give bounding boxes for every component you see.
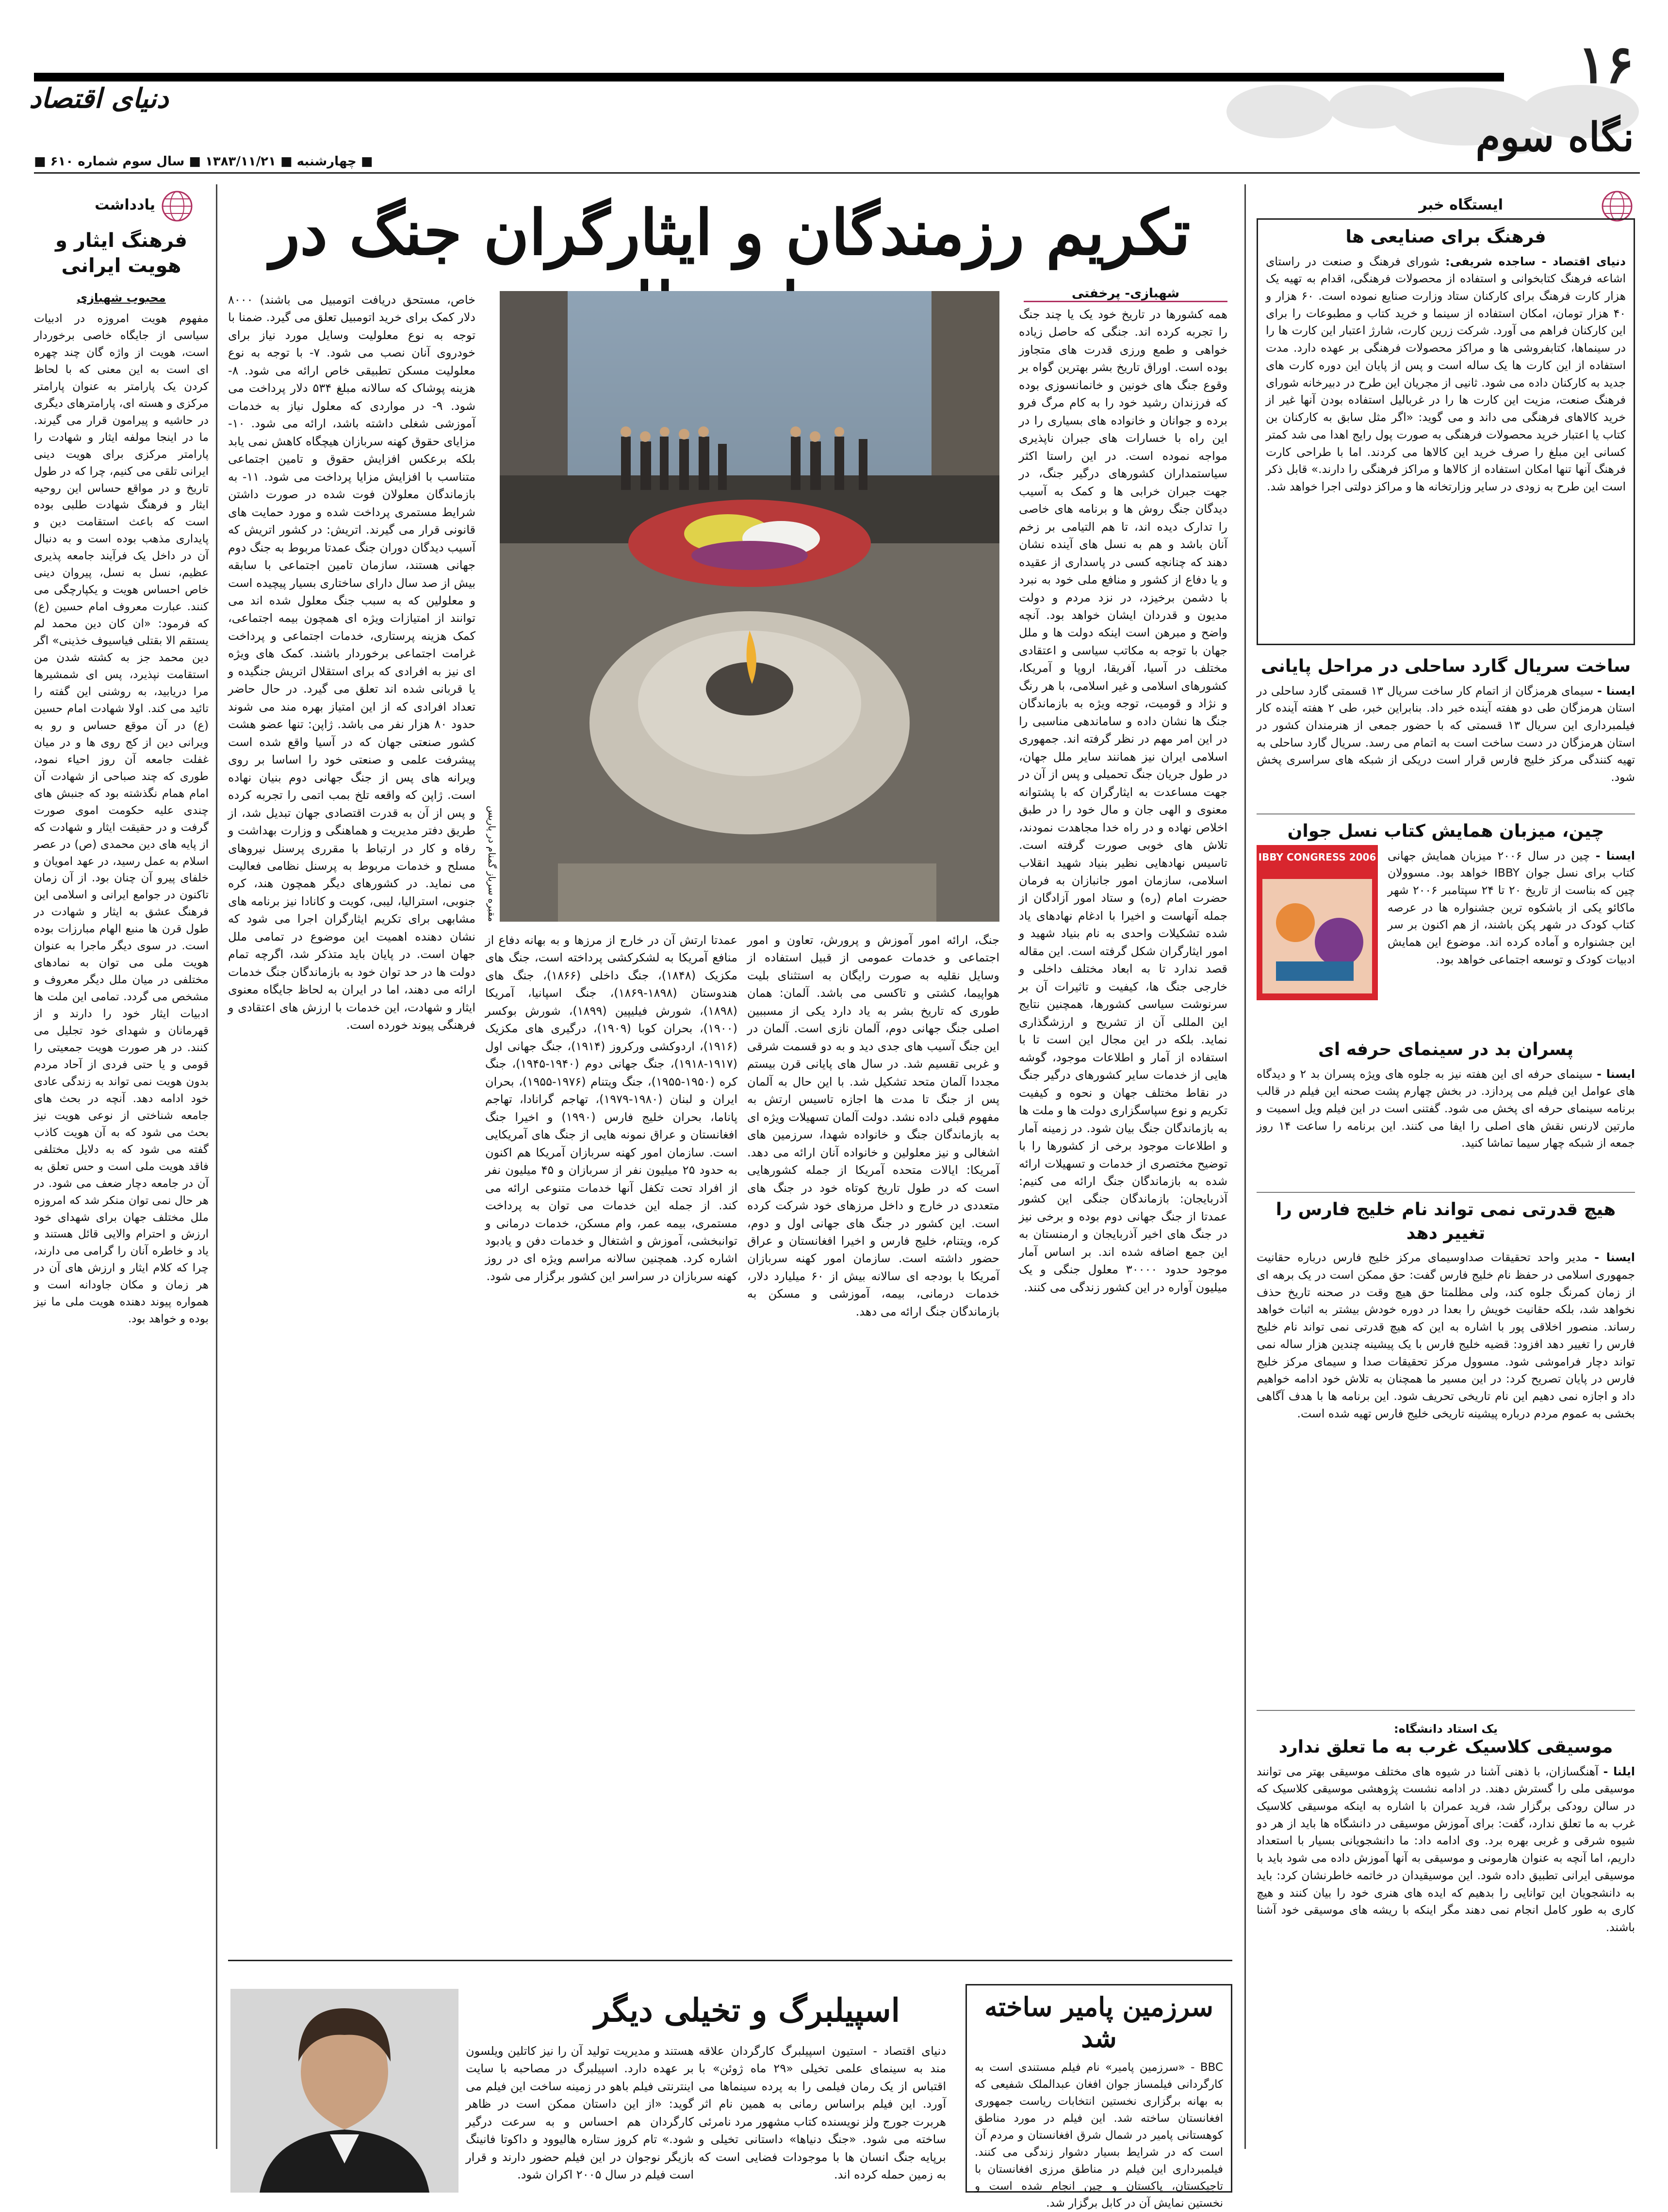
news-lead: ایلنا - <box>1603 1764 1635 1778</box>
spielberg-column-2: هستند و مدیریت تولید آن را نیز کاتلین ویلسون بر عهده دارد. اسپیلبرگ در مصاحبه با سایت اینترنتی فیلم باهو در زمینه ساخت این فیلم می گوید: «از این داستان ممکن است در ظاهر کارگردان هم احساس و به سرعت درگیر شود.» تام کروز ستاره هالیوود و داکوتا فانینگ بازیگر نوجوان در این فیلم حضور دارند و قرار است فیلم در سال ۲۰۰۵ اکران شود. <box>466 2044 694 2182</box>
news-text: شورای فرهنگ و صنعت در راستای اشاعه فرهنگ کتابخوانی و استفاده از محصولات فرهنگی، اقدام به تهیه یک هزار کارت فرهنگ برای کارکنان ستاد وزارت صنایع نموده است. ۶۰ هزار و ۴۰ هزار تومان، امکان استفاده از سینما و خرید کتاب و مطبوعات را برای این کارکنان فراهم می آورد. شرکت زرین کارت، شارژ اعتبار این کارت ها را در سینماها، کتابفروشی ها و مراکز محصولات فرهنگی بر عهده دارد. مدت استفاده از این کارت ها یک ساله است و پس از پایان این دوره کارت های جدید به کارکنان داده می شود. ثانیی از مجریان این طرح در دبیرخانه شورای فرهنگ صنعت، مزیت این کارت ها را در غربالیل استفاده بودن آنها غیر از خرید کالاهای فرهنگی می داند و می گوید: «اگر مثل سابق به کارکنان بن کتاب یا اعتبار خرید محصولات فرهنگی به صورت پول رایج اهدا می شد کمتر کسانی این مبلغ را صرف خرید این کالاها می کردند. اما با طراحی کارت فرهنگ آنها تنها امکان استفاده از کالاها و مراکز فرهنگی را دارند.» قابل ذکر است این طرح به زودی در سایر وزارتخانه ها و مراکز دولتی اجرا خواهد شد. <box>1266 254 1626 493</box>
news-text: آهنگسازان، با ذهنی آشنا در شیوه های مختلف موسیقی بهتر می توانند موسیقی ملی را گسترش دهند. در ادامه نشست پژوهشی موسیقی کلاسیک که در سالن رودکی برگزار شد، فرید عمران با اشاره به اینکه موسیقی کلاسیک غرب به ما تعلق ندارد، گفت: برای آموزش موسیقی در دانشگاه ها باید از هر دو شیوه شرقی و غربی بهره برد. وی ادامه داد: ما دانشجویانی بسیار با استعداد داریم، اما آنچه به عنوان هارمونی و موسیقی به آنها آموزش داده می شود باید با موسیقی ایرانی تطبیق داده شود. این موسیقیدان در خاتمه خاطرنشان کرد: باید به دانشجویان این توانایی را بدهیم که ایده های هنری خود را بیان کنند و هیچ کاری به طور کامل انجام نمی دهند مگر اینکه با ریشه های موسیقی خود آشنا باشند. <box>1257 1764 1635 1935</box>
palmyra-body: BBC - «سرزمین پامیر» نام فیلم مستندی است به کارگردانی فیلمساز جوان افغان عبدالملک شفیعی که به بهانه برگزاری نخستین انتخابات ریاست جمهوری افغانستان ساخته شد. این فیلم در مورد مناطق کوهستانی پامیر در شمال شرق افغانستان و مردم آن است که در شرایط بسیار دشوار زندگی می کنند. فیلمبرداری این فیلم در مناطق مرزی افغانستان با تاجیکستان، پاکستان و چین انجام شده است و نخستین نمایش آن در کابل برگزار شد. <box>975 2061 1223 2210</box>
news-text: سینمای حرفه ای این هفته نیز به جلوه های ویژه پسران بد ۲ و دیدگاه های عوامل این فیلم می پردازد. در بخش چهارم پشت صحنه این فیلم در قالب برنامه سینمای حرفه ای پخش می شود. گفتنی است در این فیلم ویل اسمیت و مارتین لارنس نقش های اصلی را ایفا می کنند. این برنامه را ساعت ۱۴ روز جمعه از شبکه چهار سیما تماشا کنید. <box>1257 1067 1635 1150</box>
news-title: فرهنگ برای صنایعی ها <box>1345 227 1546 247</box>
ibby-congress-poster <box>1257 845 1378 1000</box>
news-lead: دنیای اقتصاد - ساجده شریفی: <box>1445 254 1626 268</box>
tomb-of-unknown-soldier-photo <box>500 291 999 922</box>
article-column-1: همه کشورها در تاریخ خود یک یا چند جنگ را تجربه کرده اند. جنگی که حاصل زیاده خواهی و طمع ورزی قدرت های متجاوز بوده است. اوراق تاریخ بشر بهترین گواه بر وقوع جنگ های خونین و خانمانسوزی بوده که فرزندان رشید خود را به کام مرگ فرو برده و جوانان و خانواده های بسیاری را در این راه با خسارات های جبران ناپذیری مواجه نموده است. در این راستا اکثر سیاستمداران کشورهای درگیر جنگ، در جهت جبران خرابی ها و کمک به آسیب دیدگان جنگ روش ها و برنامه های خاصی را تدارک دیده اند، تا هم التیامی بر زخم آنان باشد و هم به نسل های آینده نشان دهند که چنانچه کسی در پاسداری از عقیده و یا دفاع از کشور و منافع ملی خود به نبرد با دشمن برخیزد، در نزد مردم و دولت مدیون و قدردان ایشان خواهد بود. آنچه واضح و مبرهن است اینکه دولت ها و ملل جهان با توجه به مکاتب سیاسی و اعتقادی مختلف در آسیا، آفریقا، اروپا و آمریکا، کشورهای اسلامی و غیر اسلامی، با هر رنگ و نژاد و قومیت، توجه ویژه به بازماندگان جنگ ها نشان داده و ساماندهی مناسبی را در این امر مهم در نظر گرفته اند. جمهوری اسلامی ایران نیز همانند سایر ملل جهان، در طول جریان جنگ تحمیلی و پس از آن در جهت مساعدت به ایثارگران که با پشتوانه معنوی و الهی جان و مال خود را در طبق اخلاص نهاده و در راه خدا مجاهدت نمودند، تلاش های خوبی صورت گرفته است. تاسیس نهادهایی نظیر بنیاد شهید انقلاب اسلامی، سازمان امور جانبازان به فرمان حضرت امام (ره) و ستاد امور آزادگان از جمله آنهاست و اخیرا با ادغام نهادهای یاد شده تشکیلات واحدی به نام بنیاد شهید و امور ایثارگران شکل گرفته است. این مقاله قصد ندارد تا به ابعاد مختلف داخلی و خارجی جنگ ها، کیفیت و تاثیرات آن بر سرنوشت سیاسی کشورها، همچنین نتایج این المللی آن از تشریح و ارزشگذاری نماید. بلکه در این مجال این است تا با استفاده از آمار و اطلاعات موجود، گوشه هایی از خدمات سایر کشورهای درگیر جنگ در نقاط مختلف جهان و نحوه و کیفیت تکریم و نوع سپاسگزاری دولت ها و ملت ها به بازماندگان جنگ بیان شود. در زمینه آمار و اطلاعات موجود برخی از کشورها را با توضیح مختصری از خدمات و تسهیلات ارائه شده به بازماندگان جنگ ارائه می کنیم: آذربایجان: بازماندگان جنگی این کشور عمدتا از جنگ جهانی دوم بوده و برخی نیز در جنگ های اخیر آذربایجان و ارمنستان به این جمع اضافه شده اند. بر اساس آمار موجود حدود ۳۰۰۰۰ معلول جنگی و یک میلیون آواره در این کشور زندگی می کنند. <box>1019 308 1227 1294</box>
news-title: ساخت سریال گارد ساحلی در مراحل پایانی <box>1260 656 1631 676</box>
note-title: فرهنگ ایثار و هویت ایرانی <box>55 229 187 277</box>
news-item <box>1257 218 1635 645</box>
column-header-news: ایستگاه خبر <box>1419 196 1503 213</box>
page-number: ۱۶ <box>1577 34 1634 95</box>
column-divider <box>216 184 217 2149</box>
news-separator <box>1257 813 1635 814</box>
news-lead: ایسنا - <box>1597 683 1635 698</box>
spielberg-title: اسپیلبرگ و تخیلی دیگر <box>594 1991 900 2029</box>
news-title: چین، میزبان همایش کتاب نسل جوان <box>1287 821 1604 841</box>
news-item <box>1257 1198 1635 1717</box>
actor-portrait-photo <box>230 1989 458 2193</box>
news-lead: ایسنا - <box>1594 1251 1635 1265</box>
top-rule <box>34 172 1640 174</box>
note-author: محبوب شهبازی <box>77 291 166 305</box>
photo-caption: مقبره سرباز گمنام در پاریس <box>486 805 498 922</box>
news-body <box>1257 683 1635 809</box>
news-body <box>1266 253 1626 641</box>
news-item <box>1257 1722 1635 2188</box>
main-headline: تکریم رزمندگان و ایثارگران جنگ در <box>270 196 1191 269</box>
news-item <box>1257 1038 1635 1193</box>
news-body <box>1257 1249 1635 1705</box>
news-lead: ایسنا - <box>1597 1067 1635 1081</box>
bottom-rule <box>228 1960 1232 1961</box>
news-lead: ایسنا - <box>1595 848 1635 862</box>
header-bar <box>34 73 1504 81</box>
palmyra-box <box>965 1984 1232 2210</box>
issue-line: ■ چهارشنبه ■ ۱۳۸۳/۱۱/۲۱ ■ سال سوم شماره ۶۱۰ ■ <box>34 154 373 169</box>
news-body <box>1257 1763 1635 2180</box>
news-text: مدیر واحد تحقیقات صداوسیمای مرکز خلیج فارس درباره حقانیت جمهوری اسلامی در حفظ نام خلیج فارس گفت: حق ممکن است در یک برهه ای از زمان کمرنگ جلوه کند، ولی مظلمتا حق هیچ وقت در صحنه تاریخ حذف نخواهد شد، بلکه حقانیت خویش را بعدا در دوره خودش بیشتر به اثبات خواهد رساند. منصور اخلاقی پور با اشاره به این که هیچ قدرتی نمی تواند نام خلیج فارس را تغییر دهد افزود: قضیه خلیج فارس با یک پیشینه چندین هزار ساله نمی تواند دچار فراموشی شود. مسوول مرکز تحقیقات صدا و سیمای مرکز خلیج فارس در پایان تصریح کرد: در این مسیر ما همچنان به تلاش خود ادامه خواهیم داد و اجازه نمی دهیم این نام تاریخی تحریف شود. این برنامه ها با هدف آگاهی بخشی به عموم مردم درباره پیشینه تاریخی خلیج فارس تهیه شده است. <box>1257 1251 1635 1420</box>
news-text: سیمای هرمزگان از اتمام کار ساخت سریال ۱۳ قسمتی گارد ساحلی در استان هرمزگان طی دو هفته آینده خبر داد. بنابراین خبر، طی ۲ هفته آینده کار فیلمبرداری این سریال ۱۳ قسمتی که با حضور جمعی از هنرمندان کشور در استان هرمزگان در دست ساخت است به اتمام می رسد. سریال گارد ساحلی به تهیه کنندگی مرکز خلیج فارس قرار است دریکی از شبکه های سراسری پخش شود. <box>1257 683 1635 784</box>
section-title: نگاه سوم <box>1475 114 1634 161</box>
news-item <box>1257 655 1635 815</box>
news-body <box>1257 1066 1635 1187</box>
article-column-4: خاص، مستحق دریافت اتومبیل می باشند) ۸۰۰۰ دلار کمک برای خرید اتومبیل تعلق می گیرد. ضمنا با توجه به نوع معلولیت وسایل مورد نیاز برای خودروی آنان نصب می شود. ۷- با توجه به نوع معلولیت مسکن تطبیقی خاص ارائه می شود. ۸- هزینه پوشاک که سالانه مبلغ ۵۳۴ دلار پرداخت می شود. ۹- در مواردی که معلول نیاز به خدمات آموزشی شغلی داشته باشد، ارائه می شود. ۱۰- مزایای حقوق کهنه سربازان هیچگاه کاهش نمی یابد بلکه برعکس افزایش حقوق و تامین اجتماعی متناسب با افزایش مزایا پرداخت می شود. ۱۱- به بازماندگان معلولان فوت شده در صورت داشتن شرایط مستمری پرداخت شده و مورد حمایت های قانونی قرار می گیرند. اتریش: در کشور اتریش که آسیب دیدگان دوران جنگ عمدتا مربوط به جنگ دوم جهانی هستند، سازمان تامین اجتماعی با سابقه بیش از صد سال دارای ساختاری بسیار پیچیده است و معلولین که به سبب جنگ معلول شده اند می توانند از امتیازات ویژه ای همچون بیمه اجتماعی، کمک هزینه پرستاری، خدمات اجتماعی و پرداخت غرامت اجتماعی برخوردار باشند. کمک های ویژه ای نیز به افرادی که برای استقلال اتریش جنگیده و یا قربانی شده اند تعلق می گیرد. در حال حاضر تعداد افرادی که از این امتیاز بهره مند می شوند حدود ۸۰ هزار نفر می باشد. ژاپن: تنها عضو هشت کشور صنعتی جهان که در آسیا واقع شده است پیشرفت علمی و صنعتی خود را اساسا بر روی ویرانه های پس از جنگ جهانی دوم بنیان نهاده است. ژاپن که واقعه تلخ بمب اتمی را تجربه کرده و پس از آن به قدرت اقتصادی جهان تبدیل شد، از طریق دفتر مدیریت و هماهنگی و وزارت بهداشت و رفاه و کار در ارتباط با مقرری پرسنل نیروهای مسلح و خدمات مربوط به پرسنل نظامی فعالیت می نماید. در کشورهای دیگر همچون هند، کره جنوبی، استرالیا، لیبی، کویت و کانادا نیز برنامه های مشابهی برای تکریم ایثارگران اجرا می شود که نشان دهنده اهمیت این موضوع در تمامی ملل جهان است. در پایان باید متذکر شد، اگرچه تمام دولت ها در حد توان خود به بازماندگان جنگ خدمات ارائه می دهند، اما در ایران به لحاظ جایگاه معنوی ایثار و شهادت، این خدمات با ارزش های اعتقادی و فرهنگی پیوند خورده است. <box>228 293 476 1032</box>
article-column-2: جنگ، ارائه امور آموزش و پرورش، تعاون و امور اجتماعی و خدمات عمومی از قبیل استفاده از وسایل نقلیه به صورت رایگان به استثنای بلیت هواپیما، کشتی و تاکسی می باشد. آلمان: همان طوری که تاریخ بشر به یاد دارد یکی از مسببین اصلی جنگ جهانی دوم، آلمان نازی است. آلمان در این جنگ آسیب های جدی دید و به دو قسمت شرقی و غربی تقسیم شد. در سال های پایانی قرن بیستم مجددا آلمان متحد تشکیل شد. با این حال به آلمان پس از جنگ تا مدت ها اجازه تاسیس ارتش به مفهوم قبلی داده نشد. دولت آلمان تسهیلات ویژه ای به بازماندگان جنگ و خانواده شهدا، سرزمین های اشغالی و نیز معلولین و خانواده آنان ارائه می دهد. آمریکا: ایالات متحده آمریکا از جمله کشورهایی است که در طول تاریخ کوتاه خود در جنگ های متعددی در خارج و داخل مرزهای خود شرکت کرده است. این کشور در جنگ های جهانی اول و دوم، کره، ویتنام، خلیج فارس و اخیرا افغانستان و عراق حضور داشته است. سازمان امور کهنه سربازان آمریکا با بودجه ای سالانه بیش از ۶۰ میلیارد دلار، خدمات درمانی، بیمه، آموزشی و مسکن به بازماندگان جنگ ارائه می دهد. <box>747 933 1000 1318</box>
article-column-3: عمدتا ارتش آن در خارج از مرزها و به بهانه دفاع از منافع آمریکا به لشکرکشی پرداخته است، جنگ های مکزیک (۱۸۴۸)، جنگ داخلی (۱۸۶۶)، جنگ های هندوستان (۱۸۹۸-۱۸۶۹)، جنگ اسپانیا، آمریکا (۱۸۹۸)، شورش فیلیپین (۱۸۹۹)، شورش بوکسر (۱۹۰۰)، بحران کوبا (۱۹۰۹)، درگیری های مکزیک (۱۹۱۶)، اردوکشی ورکروز (۱۹۱۴)، جنگ جهانی اول (۱۹۱۷-۱۹۱۸)، جنگ جهانی دوم (۱۹۴۰-۱۹۴۵)، جنگ کره (۱۹۵۰-۱۹۵۵)، جنگ ویتنام (۱۹۷۶-۱۹۵۵)، بحران ایران و لبنان (۱۹۸۰-۱۹۷۹)، تهاجم گرانادا، تهاجم پاناما، بحران خلیج فارس (۱۹۹۰) و اخیرا جنگ افغانستان و عراق نمونه هایی از جنگ های آمریکایی است. سازمان امور کهنه سربازان آمریکا هم اکنون به حدود ۲۵ میلیون نفر از سربازان و ۴۵ میلیون نفر از افراد تحت تکفل آنها خدمات متنوعی ارائه می کند. از جمله این خدمات می توان به پرداخت مستمری، بیمه عمر، وام مسکن، خدمات درمانی و توانبخشی، آموزش و اشتغال و خدمات دفن و یادبود اشاره کرد. همچنین سالانه مراسم ویژه ای در روز کهنه سربازان در سراسر این کشور برگزار می شود. <box>485 933 738 1283</box>
article-byline: شهبازی- پرخفتی <box>1024 286 1227 302</box>
spielberg-column-1: دنیای اقتصاد - استیون اسپیلبرگ کارگردان علاقه مند به سینمای علمی تخیلی «۲۹ ماه ژوئن» با اقتباس از یک رمان فیلمی را به پرده سینماها می آورد. این فیلم براساس رمانی به همین نام اثر هربرت جورج ولز نویسنده کتاب مشهور مرد نامرئی ساخته می شود. «جنگ دنیاها» داستانی تخیلی و برپایه جنگ انسان ها با موجودات فضایی است که به زمین حمله کرده اند. <box>699 2044 946 2182</box>
ibby-badge-text: IBBY CONGRESS 2006 <box>1258 851 1376 863</box>
column-header-note: یادداشت <box>95 196 155 213</box>
column-divider <box>1244 184 1246 2149</box>
newspaper-logo: دنیای اقتصاد <box>29 82 169 114</box>
palmyra-title: سرزمین پامیر ساخته شد <box>984 1991 1213 2053</box>
news-title: هیچ قدرتی نمی تواند نام خلیج فارس را تغییر دهد <box>1276 1200 1616 1243</box>
news-separator <box>1257 1710 1635 1711</box>
news-text: چین در سال ۲۰۰۶ میزبان همایش جهانی کتاب برای نسل جوان IBBY خواهد بود. مسوولان چین که بناست از تاریخ ۲۰ تا ۲۴ سپتامبر ۲۰۰۶ شهر ماکائو یکی از باشکوه ترین جشنواره ها در عرصه کتاب کودک در شهر پکن باشند، از هم اکنون بر سر این جشنواره و آماده کرده اند. موضوع این همایش ادبیات کودک و توسعه اجتماعی خواهد بود. <box>1388 848 1635 966</box>
globe-icon <box>160 189 194 223</box>
news-title: موسیقی کلاسیک غرب به ما تعلق ندارد <box>1278 1737 1613 1757</box>
news-title: پسران بد در سینمای حرفه ای <box>1318 1040 1574 1059</box>
news-separator <box>1257 1192 1635 1193</box>
news-item <box>1257 820 1635 1033</box>
news-column <box>1257 218 1635 2193</box>
news-subtitle: یک استاد دانشگاه: <box>1394 1722 1498 1736</box>
note-body: مفهوم هویت امروزه در ادبیات سیاسی از جایگاه خاصی برخوردار است، هویت از واژه گان چند چهره ای است به این معنی که با لحاظ کردن یک پارامتر به عنوان پارامتر مرکزی و هسته ای، پارامترهای دیگری در حاشیه و پیرامون قرار می گیرند. ما در اینجا مولفه ایثار و شهادت را پارامتر مرکزی برای هویت دینی ایرانی تلقی می کنیم، چرا که در طول تاریخ و در مواقع حساس این روحیه ایثار و فرهنگ شهادت طلبی بوده است که باعث استقامت دین و پایداری مذهب بوده است و به دنبال آن در داخل یک فرآیند جامعه پذیری عظیم، نسل به نسل، پیروان دینی خاص احساس هویت و یکپارچگی می کنند. عبارت معروف امام حسین (ع) که فرمود: «ان کان دین محمد لم یستقم الا بقتلی فیاسیوف خذینی» اگر دین محمد جز به کشته شدن من استقامت نپذیرد، پس ای شمشیرها مرا دریابید، به روشنی این گفته را تائید می کند. اولا شهادت امام حسین (ع) در آن موقع حساس و رو به ویرانی دین از کج روی ها و در میان غفلت جامعه آن روز احیاء نمود، طوری که چند صباحی از شهادت آن امام همام نگذشته بود که جنبش های چندی علیه حکومت اموی صورت گرفت و در حقیقت ایثار و شهادت که از پایه های دین محمدی (ص) در عصر اسلام به عمل رسید، در عهد امویان و خلفای پیرو آن چنان بود. از آن زمان تاکنون در جوامع ایرانی و اسلامی این فرهنگ عشق به ایثار و شهادت در طول قرن ها منبع الهام مبارزات بوده است. در سوی دیگر ماجرا به عنوان هویت ملی می توان به نمادهای مختلفی در میان ملل دیگر معروف و مشخص می گردد. تمامی این ملت ها ادبیات ایثار خود را دارند و از قهرمانان و شهدای خود تجلیل می کنند. در هر صورت هویت جمعیتی را قومی و یا حتی فردی از آحاد مردم بدون هویت نمی تواند به زندگی عادی خود ادامه دهد. آنچه در بحث های جامعه شناختی از نوعی هویت نیز بحث می شود که به آن هویت کاذب گفته می شود که به دلایل مختلفی فاقد هویت ملی است و حس تعلق به آن در جامعه دچار ضعف می شود. در هر حال نمی توان منکر شد که امروزه ملل مختلف جهان برای شهدای خود ارزش و احترام والایی قائل هستند و یاد و خاطره آنان را گرامی می دارند، چرا که کلام ایثار و ارزش های آن در هر زمان و مکان جاودانه است و همواره پیوند دهنده هویت ملی ما نیز بوده و خواهد بود. <box>34 312 209 1326</box>
